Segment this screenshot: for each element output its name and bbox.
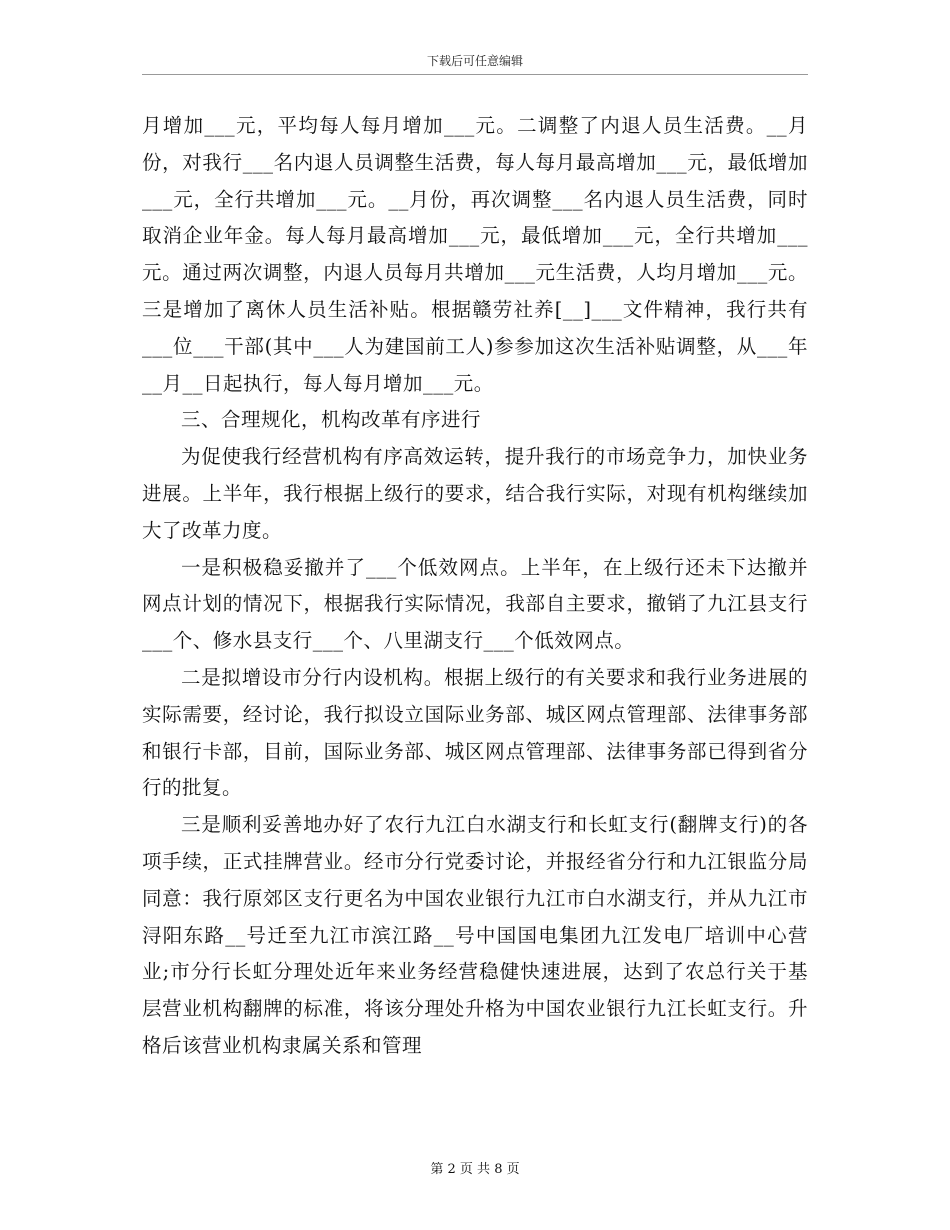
paragraph-continued: 月增加___元，平均每人每月增加___元。二调整了内退人员生活费。__月份，对我行___名内退人员调整生活费，每人每月最高增加___元，最低增加___元，全行共增加___元。__月份，再次调整___名内退人员生活费，同时取消企业年金。每人每月最高增加___元，最低增加___元，全行共增加___元。通过两次调整，内退人员每月共增加___元生活费，人均月增加___元。三是增加了离休人员生活补贴。根据赣劳社养[__]___文件精神，我行共有___位___干部(其中___人为建国前工人)参参加这次生活补贴调整，从___年__月__日起执行，每人每月增加___元。 [142, 114, 808, 395]
document-body [142, 108, 808, 1065]
paragraph: 三是顺利妥善地办好了农行九江白水湖支行和长虹支行(翻牌支行)的各项手续，正式挂牌营业。经市分行党委讨论，并报经省分行和九江银监分局同意：我行原郊区支行更名为中国农业银行九江市白水湖支行，并从九江市浔阳东路__号迁至九江市滨江路__号中国国电集团九江发电厂培训中心营业;市分行长虹分理处近年来业务经营稳健快速进展，达到了农总行关于基层营业机构翻牌的标准，将该分理处升格为中国农业银行九江长虹支行。升格后该营业机构隶属关系和管理 [142, 813, 808, 1057]
paragraph: 二是拟增设市分行内设机构。根据上级行的有关要求和我行业务进展的实际需要，经讨论，我行拟设立国际业务部、城区网点管理部、法律事务部和银行卡部，目前，国际业务部、城区网点管理部、法律事务部已得到省分行的批复。 [142, 665, 808, 800]
paragraph: 一是积极稳妥撤并了___个低效网点。上半年，在上级行还未下达撤并网点计划的情况下，根据我行实际情况，我部自主要求，撤销了九江县支行___个、修水县支行___个、八里湖支行___个低效网点。 [142, 555, 808, 653]
page-number: 第 2 页 共 8 页 [430, 1162, 520, 1177]
paragraph: 为促使我行经营机构有序高效运转，提升我行的市场竞争力，加快业务进展。上半年，我行根据上级行的要求，结合我行实际，对现有机构继续加大了改革力度。 [142, 445, 808, 542]
section-heading: 三、合理规化，机构改革有序进行 [181, 408, 482, 432]
header-divider [142, 74, 808, 75]
page-header: 下载后可任意编辑 [426, 54, 523, 68]
